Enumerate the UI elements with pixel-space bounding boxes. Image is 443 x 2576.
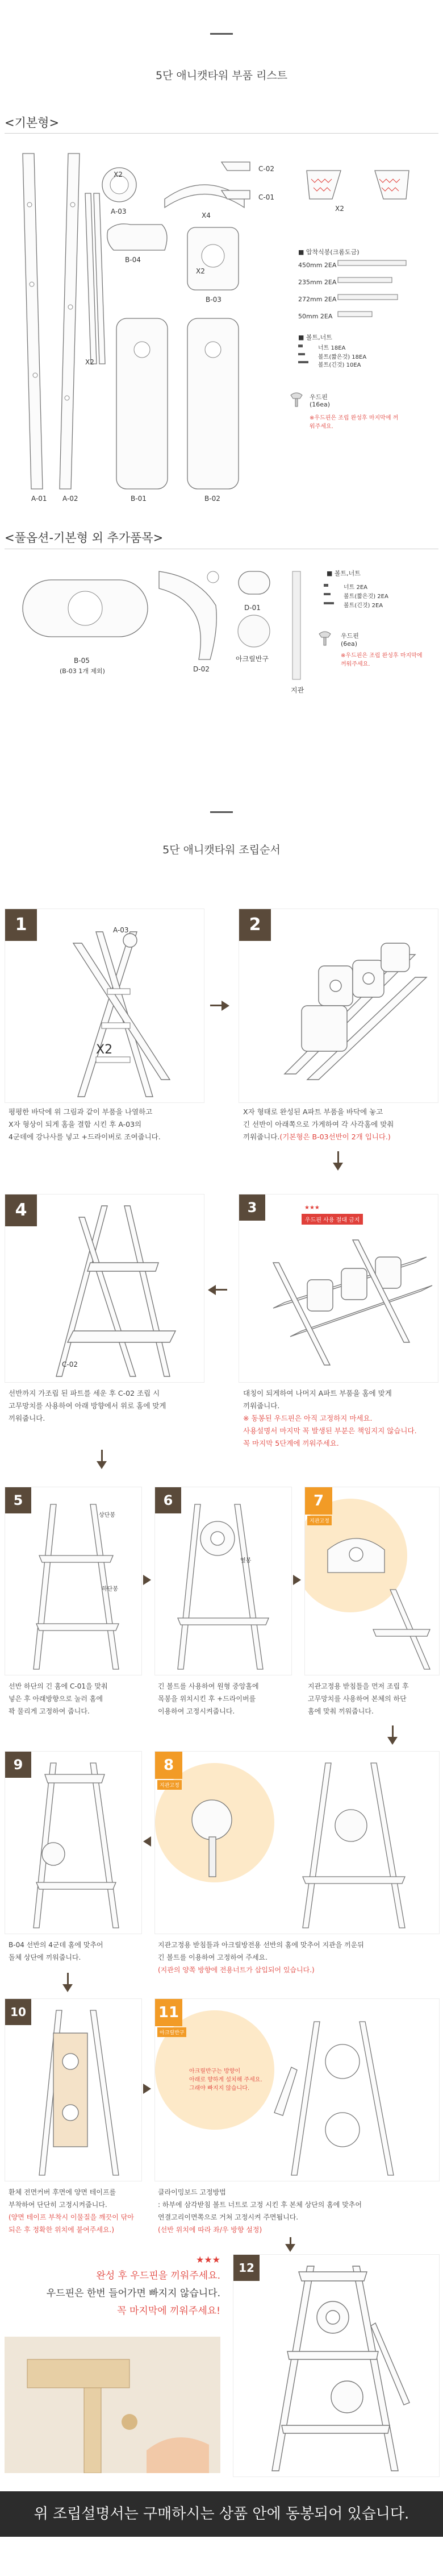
bolt-icons <box>298 345 308 363</box>
step-11-bubble-text: 아크릴반구는 방향이 아래로 향하게 설치해 주세요. 그래야 빠지지 않습니다. <box>189 2068 262 2092</box>
arrow-2-3-shaft <box>337 1151 339 1163</box>
final-note-line-3: 꼭 마지막에 끼워주세요! <box>117 2305 220 2317</box>
option-dowel-note: ※우드핀은 조립 완성후 마지막에 꺼워주세요. <box>341 653 423 667</box>
option-bolt-short: 볼트(짧은것) 2EA <box>344 594 388 600</box>
basic-heading: <기본형> <box>5 116 60 130</box>
rods-title: ■ 압착식봉(크롬도금) <box>298 248 360 256</box>
arrow-10-11 <box>143 2084 151 2094</box>
arrow-2-3 <box>333 1163 343 1171</box>
label-c01: C-01 <box>258 193 274 201</box>
arrow-7-8-shaft <box>392 1725 394 1737</box>
label-x2-a: X2 <box>114 171 123 179</box>
rod-450: 450mm 2EA <box>298 262 337 269</box>
arrow-5-6 <box>143 1575 151 1585</box>
final-note-line-1: 완성 후 우드핀을 끼워주세요. <box>96 2270 220 2282</box>
step-3-number: 3 <box>239 1194 265 1221</box>
step-2-frame <box>239 909 438 1103</box>
option-dowel-label: 우드핀 <box>341 632 359 640</box>
step-6-desc: 긴 볼트를 사용하여 원형 중앙홀에 목봉을 위치시킨 후 +드라이버를 이용하여 고정시켜줍니다. <box>158 1682 259 1715</box>
dowel-icon <box>291 393 302 406</box>
step-2-number: 2 <box>239 909 271 941</box>
option-dowel-count: (6ea) <box>341 640 358 648</box>
step-10-frame <box>5 1998 142 2181</box>
step-7-tag: 지관고정 <box>307 1516 332 1525</box>
option-dowel-icon <box>319 632 331 645</box>
dowel-label: 우드핀 <box>310 393 328 401</box>
shelf-b02 <box>187 318 239 489</box>
label-x2-tri: X2 <box>335 205 344 213</box>
arrow-11-12-shaft <box>290 2237 291 2244</box>
shelf-b01 <box>116 318 168 489</box>
step-12-number: 12 <box>233 2255 260 2281</box>
step-3-drawing <box>239 1194 438 1382</box>
label-b04: B-04 <box>125 256 141 264</box>
step-1-desc: 평평한 바닥에 위 그림과 같이 부품을 나열하고 X자 형상이 되게 홈을 결합 시킨 후 A-03의 4군데에 강나사를 넣고 +드라이버로 조여줍니다. <box>9 1107 161 1141</box>
arrow-3-4-shaft <box>216 1289 227 1291</box>
step-7-desc: 지관고정용 받침틀을 먼저 조립 후 고무망치를 사용하여 본체의 하단 홈에 맞춰 끼워줍니다. <box>308 1682 409 1715</box>
step-4-drawing <box>5 1194 204 1382</box>
basic-parts-drawing <box>0 136 443 506</box>
label-d01: D-01 <box>244 604 261 612</box>
arrow-4-5 <box>97 1461 107 1469</box>
final-note-line-2: 우드핀은 한번 들어가면 빠지지 않습니다. <box>46 2288 220 2299</box>
step-6-frame <box>154 1487 292 1675</box>
step-3-tag: 우드핀 사용 절대 금지 <box>302 1214 363 1225</box>
step-8-frame <box>154 1751 440 1934</box>
parts-title: 5단 애니캣타워 부품 리스트 <box>155 69 288 82</box>
step-3-frame <box>239 1194 438 1383</box>
step-12-frame <box>233 2254 440 2477</box>
final-note-stars: ★★★ <box>195 2254 220 2265</box>
arrow-1-2-shaft <box>210 1005 222 1006</box>
shelf-b04 <box>107 224 167 250</box>
step-9-drawing <box>5 1752 141 1934</box>
arrow-1-2 <box>222 1001 229 1011</box>
rod-272: 272mm 2EA <box>298 296 337 303</box>
step-3-stars: ★★★ <box>304 1205 320 1211</box>
step-1-label-a03: A-03 <box>113 926 129 934</box>
label-x2-side: X2 <box>85 358 94 366</box>
assembly-dash <box>210 811 233 813</box>
bolt-short: 볼트(짧은것) 18EA <box>318 354 367 360</box>
step-1-drawing <box>5 909 204 1102</box>
option-bolt-long: 볼트(긴것) 2EA <box>344 603 383 609</box>
rod-235: 235mm 2EA <box>298 279 337 286</box>
label-d02: D-02 <box>193 665 210 673</box>
arrow-3-4 <box>208 1285 216 1295</box>
step-6-drawing <box>155 1487 291 1675</box>
board-b05 <box>23 580 148 637</box>
bolts-title: ■ 볼트,너트 <box>298 334 332 341</box>
arrow-9-10 <box>62 1984 73 1992</box>
ramp-d02 <box>159 571 219 659</box>
step-4-number: 4 <box>5 1194 37 1226</box>
option-bolt-nut: 너트 2EA <box>344 584 368 591</box>
step-4-desc: 선반까지 가조립 된 파트를 세운 후 C-02 조립 시 고무망치를 사용하여 아래 방향에서 위로 홈에 맞게 끼워줍니다. <box>9 1389 166 1422</box>
step-8-tag: 지관고정 <box>157 1780 182 1790</box>
step-6-label: 옆봉 <box>240 1558 252 1564</box>
step-9-frame <box>5 1751 142 1934</box>
step-7-frame <box>304 1487 440 1675</box>
label-b02: B-02 <box>204 495 220 503</box>
label-a02: A-02 <box>62 495 78 503</box>
leg-a01 <box>23 154 43 489</box>
step-5-frame <box>5 1487 142 1675</box>
shelf-b03 <box>187 227 239 290</box>
option-bolt-icons <box>324 584 334 604</box>
option-bolts-title: ■ 볼트,너트 <box>327 570 361 577</box>
dowel-note: ※우드핀은 조립 완성후 마지막에 꺼워주세요. <box>310 415 399 430</box>
label-c02: C-02 <box>258 165 274 173</box>
label-b01: B-01 <box>131 495 147 503</box>
label-x4: X4 <box>202 211 211 219</box>
step-3-desc: 대칭이 되게하여 나머지 A파트 부품을 홈에 맞게 끼워줍니다. ※ 동봉된 우드핀은 아직 고정하지 마세요. 사용설명서 마지막 꼭 발생된 부분은 책임지지 않습니다. 꼭 마지막 5단계에 끼워주세요. <box>243 1389 417 1447</box>
label-x2-b: X2 <box>196 267 205 275</box>
step-10-desc: 환체 전면커버 후면에 양면 테이프를 부착하여 단단히 고정시켜줍니다. (양면 테이프 부착시 이물질을 깨끗이 닦아 되은 후 정확한 위치에 붙여주세요.) <box>9 2188 134 2234</box>
step-1-number: 1 <box>5 909 37 941</box>
basic-divider <box>5 133 438 134</box>
step-5-label-top: 상단봉 <box>99 1512 115 1519</box>
step-12-drawing <box>233 2255 439 2477</box>
leg-a02 <box>60 154 80 489</box>
step-5-drawing <box>5 1487 141 1675</box>
step-2-drawing <box>239 909 438 1102</box>
arrow-7-8 <box>387 1737 398 1745</box>
step-4-label-c02: C-02 <box>62 1360 78 1368</box>
label-b03: B-03 <box>206 296 222 304</box>
assembly-title: 5단 애니캣타워 조립순서 <box>162 844 281 856</box>
step-10-drawing <box>5 1999 141 2181</box>
step-5-number: 5 <box>5 1487 31 1513</box>
part-d01 <box>239 571 270 594</box>
final-photo <box>5 2337 220 2473</box>
step-8-number: 8 <box>155 1752 182 1779</box>
step-6-number: 6 <box>155 1487 181 1513</box>
label-b05-note: (B-03 1개 제외) <box>60 667 105 675</box>
rod-drawings <box>338 260 406 317</box>
step-7-drawing <box>305 1487 439 1675</box>
step-8-desc: 지관고정용 받침틀과 아크릴방전용 선반의 홈에 맞추어 지관을 끼운뒤 긴 볼트를 이용하여 고정하여 주세요. (지관의 양쪽 방향에 전용너트가 삽입되어 있습니다.) <box>158 1941 364 1974</box>
rod-50: 50mm 2EA <box>298 313 333 320</box>
arrow-8-9 <box>143 1836 151 1847</box>
step-11-frame <box>154 1998 440 2181</box>
step-8-drawing <box>155 1752 439 1934</box>
bolt-nut: 너트 18EA <box>318 345 346 351</box>
label-a03: A-03 <box>111 208 127 215</box>
step-10-number: 10 <box>5 1999 31 2025</box>
title-dash <box>210 33 233 35</box>
option-heading: <풀옵션-기본형 외 추가품목> <box>5 531 164 545</box>
step-11-drawing <box>155 1999 439 2181</box>
arrow-9-10-shaft <box>67 1973 69 1984</box>
label-acrylic: 아크릴반구 <box>236 655 269 663</box>
step-11-tag: 아크릴반구 <box>157 2027 186 2037</box>
step-1-frame <box>5 909 204 1103</box>
arrow-11-12 <box>285 2244 295 2252</box>
side-strips <box>85 193 105 364</box>
step-2-desc: X자 형태로 완성된 A파트 부품을 바닥에 놓고 긴 선반이 아래쪽으로 가게하여 각 사각홈에 맞춰 끼워줍니다.(기본형은 B-03선반이 2개 입니다.) <box>243 1107 394 1141</box>
post-tube <box>292 571 300 679</box>
step-11-desc: 클라이밍보드 고정방법 : 하부에 삼각받침 볼트 너트로 고정 시킨 후 본체 상단의 홈에 맞추어 연결고리이면쪽으로 거쳐 고정시켜 주면됩니다. (선반 위치에 따라 좌/우 방향 설정) <box>158 2188 362 2234</box>
step-5-desc: 선반 하단의 긴 홈에 C-01을 맞춰 넣은 후 아래방향으로 눌러 홈에 꽉 물리게 고정하여 줍니다. <box>9 1682 108 1715</box>
triangle-parts <box>307 171 409 199</box>
step-11-number: 11 <box>155 1999 182 2026</box>
step-4-frame <box>5 1194 204 1383</box>
label-a01: A-01 <box>31 495 47 503</box>
label-b05: B-05 <box>74 657 90 665</box>
arrow-4-5-shaft <box>101 1450 103 1461</box>
arrow-6-7 <box>293 1575 301 1585</box>
dowel-count: (16ea) <box>310 401 331 408</box>
step-9-number: 9 <box>5 1752 31 1778</box>
label-post: 지관 <box>291 686 304 694</box>
part-c02 <box>222 162 250 171</box>
step-5-label-bottom: 하단봉 <box>102 1586 118 1592</box>
acrylic-dome <box>238 615 270 647</box>
step-1-label-x2: X2 <box>96 1043 113 1057</box>
bolt-long: 볼트(긴것) 10EA <box>318 362 361 368</box>
step-9-desc: B-04 선반의 4군데 홈에 맞추어 돌체 상단에 끼워줍니다. <box>9 1941 103 1961</box>
footer-banner: 위 조립설명서는 구매하시는 상품 안에 동봉되어 있습니다. <box>0 2491 443 2537</box>
step-7-number: 7 <box>305 1487 332 1515</box>
